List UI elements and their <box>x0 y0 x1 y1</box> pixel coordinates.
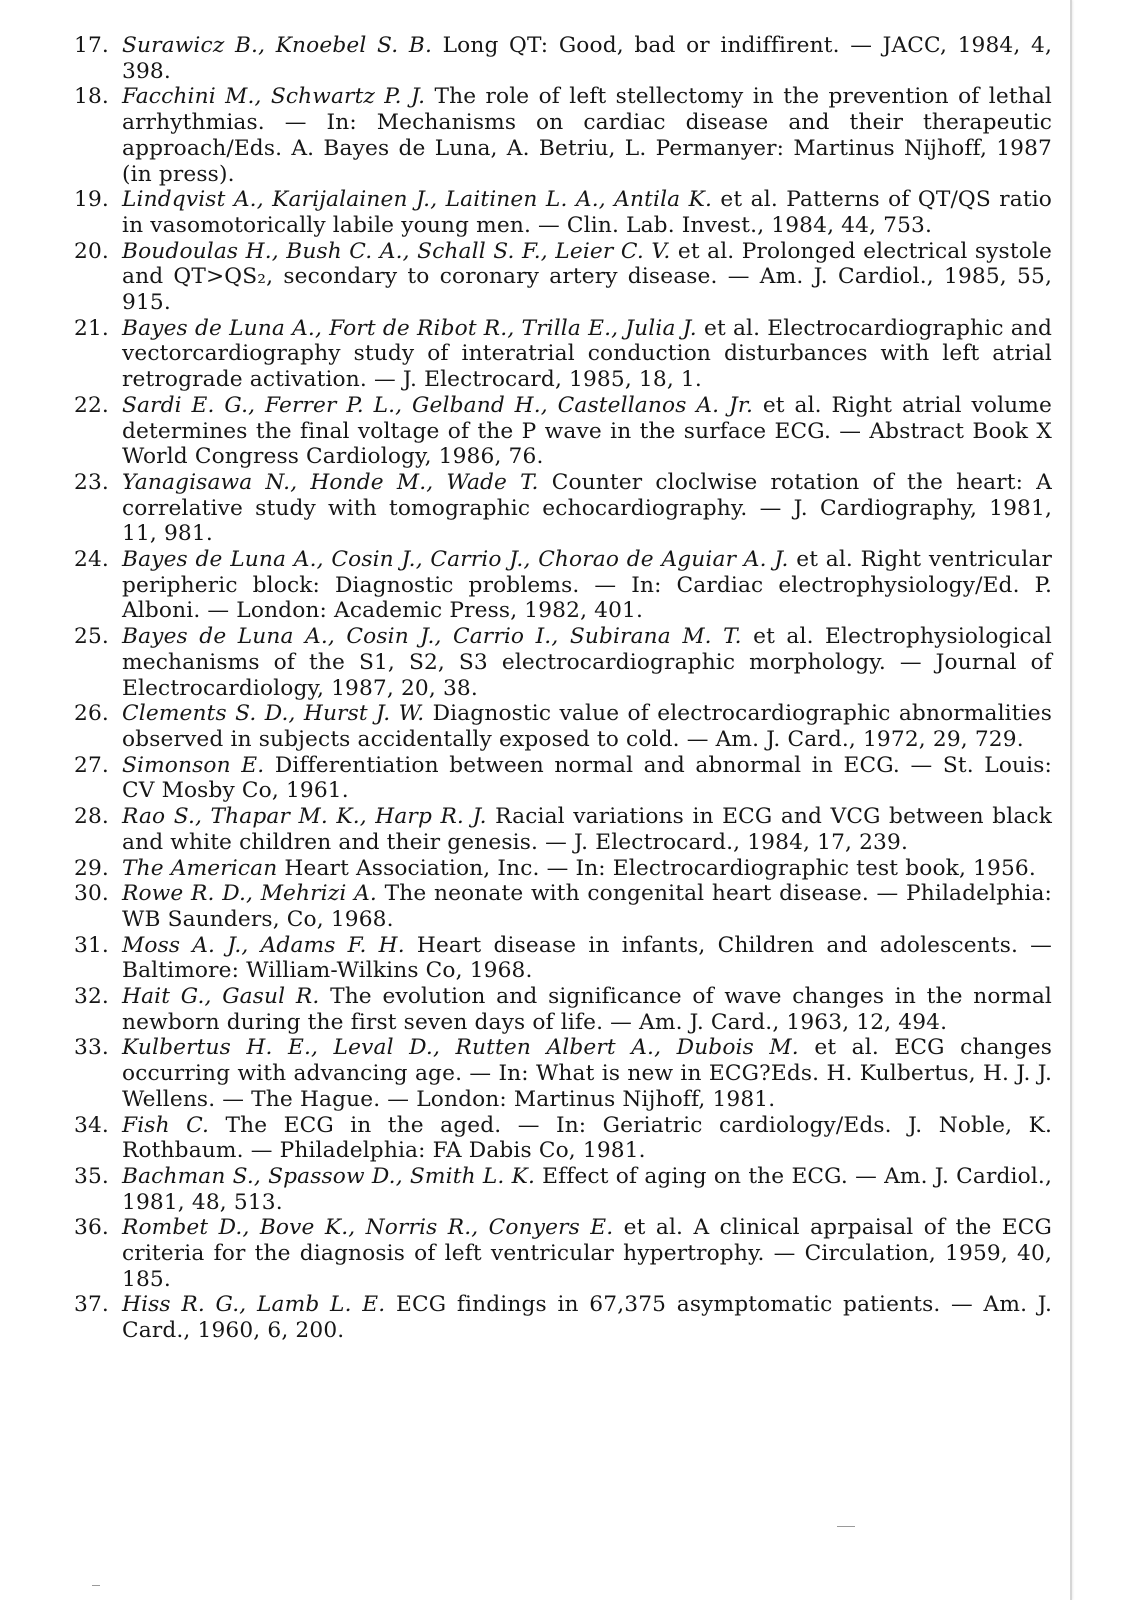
reference-number: 34. <box>74 1112 109 1138</box>
reference-citation: et al. A clinical aprpaisal of the ECG criteria for the diagnosis of left ventricular hypertrophy. — Circulation, 1959, 40, 185. <box>122 1215 1052 1292</box>
reference-citation: The role of left stellectomy in the prevention of lethal arrhythmias. — In: Mechanisms on cardiac disease and their therapeutic approach/Eds. A. Bayes de Luna, A. Betriu, L. Permanyer: Martinus Nijhoff, 1987 (in press). <box>122 84 1052 187</box>
reference-authors: Bayes de Luna A., Fort de Ribot R., Trilla E., Julia J. <box>122 315 697 341</box>
reference-authors: Boudoulas H., Bush C. A., Schall S. F., Leier C. V. <box>122 238 671 264</box>
reference-authors: The American <box>122 855 278 881</box>
reference-item <box>74 624 1052 701</box>
reference-citation: et al. Electrocardiographic and vectorcardiography study of interatrial conduction disturbances with left atrial retrograde activation. — J. Electrocard, 1985, 18, 1. <box>122 315 1052 393</box>
reference-authors: Bayes de Luna A., Cosin J., Carrio I., Subirana M. T. <box>122 624 742 650</box>
reference-item <box>74 881 1052 932</box>
reference-number: 37. <box>74 1292 109 1318</box>
reference-citation: Heart Association, Inc. — In: Electrocardiographic test book, 1956. <box>277 855 1036 881</box>
reference-authors: Hiss R. G., Lamb L. E. <box>122 1292 386 1318</box>
reference-number: 21. <box>74 315 109 341</box>
reference-citation: Counter cloclwise rotation of the heart: A correlative study with tomographic echocardiography. — J. Cardiography, 1981, 11, 981. <box>122 469 1052 547</box>
reference-authors: Rombet D., Bove K., Norris R., Conyers E. <box>122 1215 614 1241</box>
reference-item <box>74 316 1052 393</box>
reference-item <box>74 470 1052 547</box>
reference-number: 31. <box>74 932 109 958</box>
reference-item <box>74 1113 1052 1164</box>
reference-authors: Surawicz B., Knoebel S. B. <box>122 33 432 58</box>
reference-item <box>74 856 1052 882</box>
reference-item <box>74 1164 1052 1215</box>
reference-number: 22. <box>74 392 109 418</box>
reference-citation: Heart disease in infants, Children and adolescents. — Baltimore: William-Wilkins Co, 1968. <box>122 932 1052 984</box>
reference-citation: Differentiation between normal and abnormal in ECG. — St. Louis: CV Mosby Co, 1961. <box>122 752 1052 804</box>
reference-item <box>74 984 1052 1035</box>
reference-item <box>74 804 1052 855</box>
reference-item <box>74 1035 1052 1112</box>
reference-number: 35. <box>74 1163 109 1189</box>
reference-item <box>74 547 1052 624</box>
reference-number: 30. <box>74 881 109 907</box>
reference-citation: et al. Right ventricular peripheric block: Diagnostic problems. — In: Cardiac electrophysiology/Ed. P. Alboni. — London: Academic Press, 1982, 401. <box>122 547 1052 624</box>
reference-item <box>74 933 1052 984</box>
reference-number: 28. <box>74 804 109 830</box>
reference-citation: et al. Prolonged electrical systole and QT>QS₂, secondary to coronary artery disease. — Am. J. Cardiol., 1985, 55, 915. <box>122 238 1052 316</box>
reference-citation: Diagnostic value of electrocardiographic abnormalities observed in subjects accidentally exposed to cold. — Am. J. Card., 1972, 29, 729. <box>122 701 1052 752</box>
reference-item <box>74 1215 1052 1292</box>
reference-citation: et al. Patterns of QT/QS ratio in vasomotorically labile young men. — Clin. Lab. Invest., 1984, 44, 753. <box>122 187 1052 238</box>
reference-number: 18. <box>74 84 109 110</box>
reference-authors: Moss A. J., Adams F. H. <box>122 932 405 958</box>
reference-citation: ECG findings in 67,375 asymptomatic patients. — Am. J. Card., 1960, 6, 200. <box>122 1292 1052 1344</box>
reference-number: 24. <box>74 547 109 573</box>
reference-item <box>74 187 1052 238</box>
reference-citation: The neonate with congenital heart disease. — Philadelphia: WB Saunders, Co, 1968. <box>122 881 1053 932</box>
reference-citation: et al. ECG changes occurring with advancing age. — In: What is new in ECG?Eds. H. Kulbertus, H. J. J. Wellens. — The Hague. — London: Martinus Nijhoff, 1981. <box>122 1035 1053 1112</box>
reference-authors: Kulbertus H. E., Leval D., Rutten Albert A., Dubois M. <box>122 1035 799 1061</box>
reference-number: 26. <box>74 701 109 727</box>
reference-number: 36. <box>74 1215 109 1241</box>
reference-number: 33. <box>74 1035 109 1061</box>
reference-number: 29. <box>74 855 109 881</box>
reference-authors: Facchini M., Schwartz P. J. <box>122 84 426 110</box>
reference-item <box>74 33 1052 84</box>
reference-authors: Sardi E. G., Ferrer P. L., Gelband H., Castellanos A. Jr. <box>122 392 753 418</box>
reference-item <box>74 753 1052 804</box>
scan-speck <box>837 1526 855 1527</box>
scan-speck <box>92 1585 100 1586</box>
reference-number: 17. <box>74 33 109 58</box>
reference-item <box>74 701 1052 752</box>
reference-citation: et al. Right atrial volume determines the final voltage of the P wave in the surface ECG. — Abstract Book X World Congress Cardiology, 1986, 76. <box>122 392 1052 470</box>
reference-number: 32. <box>74 984 109 1010</box>
reference-number: 27. <box>74 752 109 778</box>
reference-item <box>74 1292 1052 1343</box>
reference-citation: Effect of aging on the ECG. — Am. J. Cardiol., 1981, 48, 513. <box>122 1163 1052 1215</box>
reference-authors: Rowe R. D., Mehrizi A. <box>122 881 377 907</box>
reference-citation: Racial variations in ECG and VCG between black and white children and their genesis. — J. Electrocard., 1984, 17, 239. <box>122 804 1052 855</box>
reference-number: 25. <box>74 624 109 650</box>
reference-number: 23. <box>74 469 109 495</box>
reference-item <box>74 84 1052 187</box>
reference-authors: Fish C. <box>122 1112 210 1138</box>
reference-authors: Simonson E. <box>122 752 265 778</box>
reference-number: 20. <box>74 238 109 264</box>
reference-authors: Rao S., Thapar M. K., Harp R. J. <box>122 804 487 830</box>
reference-item <box>74 239 1052 316</box>
reference-authors: Bachman S., Spassow D., Smith L. K. <box>122 1163 535 1189</box>
reference-citation: The ECG in the aged. — In: Geriatric cardiology/Eds. J. Noble, K. Rothbaum. — Philadelphia: FA Dabis Co, 1981. <box>122 1112 1052 1164</box>
reference-authors: Lindqvist A., Karijalainen J., Laitinen L. A., Antila K. <box>122 187 713 213</box>
reference-citation: The evolution and significance of wave changes in the normal newborn during the first seven days of life. — Am. J. Card., 1963, 12, 494. <box>122 984 1053 1035</box>
reference-list <box>74 33 1052 1344</box>
reference-authors: Hait G., Gasul R. <box>122 984 320 1010</box>
reference-authors: Clements S. D., Hurst J. W. <box>122 701 425 727</box>
reference-citation: Long QT: Good, bad or indiffirent. — JACC, 1984, 4, 398. <box>122 33 1052 84</box>
reference-authors: Bayes de Luna A., Cosin J., Carrio J., Chorao de Aguiar A. J. <box>122 547 789 573</box>
reference-authors: Yanagisawa N., Honde M., Wade T. <box>122 469 539 495</box>
reference-item <box>74 393 1052 470</box>
reference-number: 19. <box>74 187 109 213</box>
reference-citation: et al. Electrophysiological mechanisms of the S1, S2, S3 electrocardiographic morphology. — Journal of Electrocardiology, 1987, 20, 38. <box>122 624 1052 701</box>
